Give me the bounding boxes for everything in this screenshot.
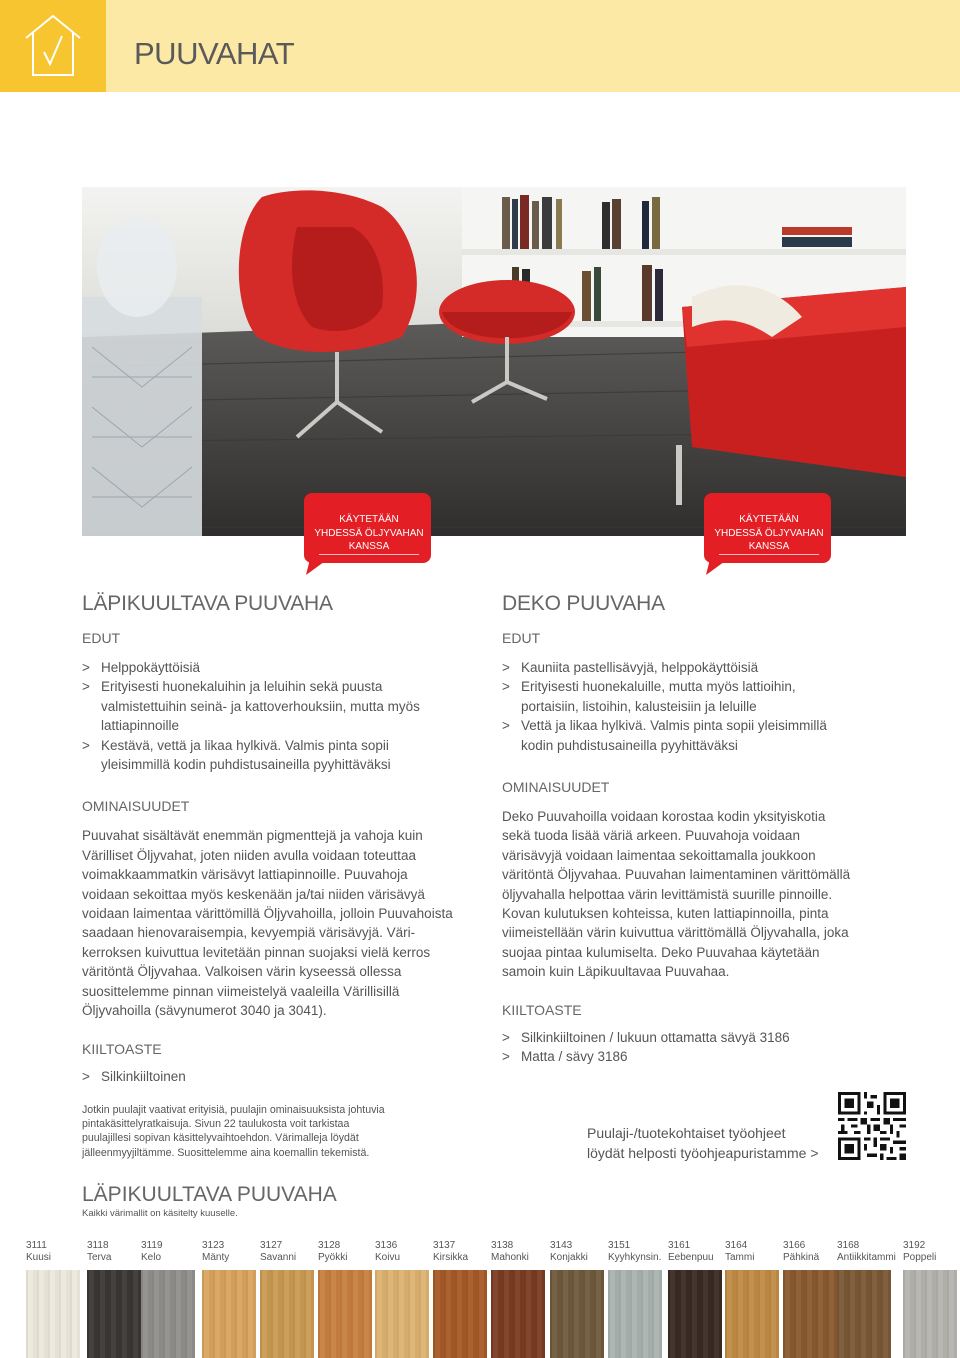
kiiltoaste-heading: KIILTOASTE [502, 1001, 582, 1018]
instructions-link[interactable] [587, 1124, 819, 1163]
badge-line-1: KÄYTETÄÄN [339, 514, 399, 525]
swatch-chip [318, 1270, 372, 1358]
badge-left [304, 493, 440, 573]
swatch: 3137 Kirsikka [433, 1240, 487, 1264]
swatch-section-subtitle: Kaikki värimallit on käsitelty kuuselle. [82, 1208, 238, 1219]
swatch-section-title: LÄPIKUULTAVA PUUVAHA [82, 1183, 337, 1206]
page-title: PUUVAHAT [134, 36, 295, 71]
list-item: > Kestävä, vettä ja likaa hylkivä. Valmis pinta sopii yleisimmillä kodin puhdistusaineilla pyyhittäväksi [82, 736, 462, 775]
swatch-chip [491, 1270, 545, 1358]
right-column [502, 592, 882, 1067]
swatch: 3111 Kuusi [26, 1240, 80, 1264]
swatch-chip [375, 1270, 429, 1358]
instructions-link-line-1[interactable]: Puulaji-/tuotekohtaiset työohjeet [587, 1125, 786, 1141]
swatch-chip [87, 1270, 141, 1358]
swatch: 3118 Terva [87, 1240, 141, 1264]
swatch: 3151 Kyyhkynsin. [608, 1240, 662, 1264]
kiiltoaste-heading: KIILTOASTE [82, 1040, 162, 1057]
ominaisuudet-text: Puuvahat sisältävät enemmän pigmenttejä ja vahoja kuin Värilliset Öljyvahat, joten niiden avulla voidaan toteuttaa voimakkaammatkin värisävyt lattiapinnoille. Puuvahoja voidaan sekoittaa myös keskenään ja/tai niiden värisävyä voidaan laimentaa värittömillä Öljyvahoilla, jolloin Puuvahoista saadaan hienovaraisempia, kevyempiä värisävyjä. Väri- kerroksen kuivuttua levitetään pinnan suojaksi vielä kerros väritöntä Öljyvahaa. Valkoisen värin kyseessä ollessa suosittelemme pinnan viimeistelyä vaaleilla Värillisillä Öljyvahoilla (sävynumerot 3040 ja 3041). [82, 828, 453, 1019]
swatch: 3192 Poppeli [903, 1240, 957, 1264]
swatch-chip [26, 1270, 80, 1358]
swatch: 3123 Mänty [202, 1240, 256, 1264]
section-title: DEKO PUUVAHA [502, 592, 665, 615]
edut-heading: EDUT [502, 630, 541, 646]
swatch-chip [783, 1270, 837, 1358]
swatch-chip [608, 1270, 662, 1358]
instructions-link-line-2[interactable]: löydät helposti työohjeapuristamme > [587, 1144, 819, 1161]
swatch: 3166 Pähkinä [783, 1240, 837, 1264]
badge-line-1: KÄYTETÄÄN [739, 514, 799, 525]
swatch: 3143 Konjakki [550, 1240, 604, 1264]
badge-rule [719, 554, 819, 555]
swatch: 3164 Tammi [725, 1240, 779, 1264]
ominaisuudet-heading: OMINAISUUDET [502, 779, 610, 796]
ominaisuudet-heading: OMINAISUUDET [82, 798, 190, 815]
badge-line-2: YHDESSÄ ÖLJYVAHAN [714, 527, 824, 539]
swatch-chip [260, 1270, 314, 1358]
swatch-chip [903, 1270, 957, 1358]
badge-line-3: KANSSA [748, 541, 790, 552]
edut-heading: EDUT [82, 630, 121, 646]
wood-note: Jotkin puulajit vaativat erityisiä, puulajin ominaisuuksista johtuvia pintakäsittelyratkaisuja. Sivun 22 taulukosta voit tarkistaa puulajillesi sopivan käsittelyvaihtoehdon. Värimalleja löydät jälleenmyyjiltämme. Suosittelemme aina koemallin tekemistä. [82, 1104, 385, 1159]
swatch: 3138 Mahonki [491, 1240, 545, 1264]
list-item: > Kauniita pastellisävyjä, helppokäyttöisiä [502, 658, 882, 677]
list-item: > Matta / sävy 3186 [502, 1047, 882, 1066]
swatch: 3128 Pyökki [318, 1240, 372, 1264]
swatch-chip [668, 1270, 722, 1358]
kiiltoaste-list [502, 1028, 882, 1067]
kiiltoaste-list [82, 1067, 462, 1086]
qr-code-icon[interactable] [838, 1092, 906, 1160]
left-column [82, 592, 462, 1086]
page-header [0, 0, 960, 92]
house-check-icon [0, 0, 106, 92]
hero-photo [82, 187, 906, 536]
swatch-chip [837, 1270, 891, 1358]
section-title: LÄPIKUULTAVA PUUVAHA [82, 592, 333, 615]
ominaisuudet-text: Deko Puuvahoilla voidaan korostaa kodin yksityiskotia sekä tuoda lisää väriä arkeen. Puuvahoja voidaan värisävyjä voidaan laimentaa sekoittamalla joukkoon väritöntä Öljyvahaa. Puuvahan laimentaminen värittömällä öljyvahalla helpottaa värin levittämistä suurille pinnoille. Kovan kulutuksen kohteissa, kuten lattiapinnoilla, pinta viimeistellään värin kuivuttua värittömällä Öljyvahalla, joka suojaa pintaa kulumiselta. Deko Puuvahaa käytetään samoin kuin Läpikuultavaa Puuvahaa. [502, 809, 851, 980]
swatch-chip [725, 1270, 779, 1358]
badge-line-3: KANSSA [348, 541, 390, 552]
list-item: > Erityisesti huonekaluihin ja leluihin sekä puusta valmistettuihin seinä- ja kattoverhouksiin, mutta myös lattiapinnoille [82, 677, 462, 735]
edut-list [82, 658, 462, 774]
logo-box [0, 0, 106, 92]
list-item: > Vettä ja likaa hylkivä. Valmis pinta sopii yleisimmillä kodin puhdistusaineilla pyyhittäväksi [502, 716, 882, 755]
list-item: > Silkinkiiltoinen [82, 1067, 462, 1086]
badge-rule [319, 554, 419, 555]
swatch: 3119 Kelo [141, 1240, 195, 1264]
list-item: > Erityisesti huonekaluille, mutta myös lattioihin, portaisiin, listoihin, kalusteisiin ja leluille [502, 677, 882, 716]
list-item: > Helppokäyttöisiä [82, 658, 462, 677]
swatch: 3136 Koivu [375, 1240, 429, 1264]
swatch: 3127 Savanni [260, 1240, 314, 1264]
badge-right [704, 493, 840, 573]
swatch: 3168 Antiikkitammi [837, 1240, 891, 1264]
swatch-chip [433, 1270, 487, 1358]
edut-list [502, 658, 882, 755]
swatch: 3161 Eebenpuu [668, 1240, 722, 1264]
swatch-chip [141, 1270, 195, 1358]
badge-line-2: YHDESSÄ ÖLJYVAHAN [314, 527, 424, 539]
swatch-chip [550, 1270, 604, 1358]
swatch-chip [202, 1270, 256, 1358]
list-item: > Silkinkiiltoinen / lukuun ottamatta sävyä 3186 [502, 1028, 882, 1047]
